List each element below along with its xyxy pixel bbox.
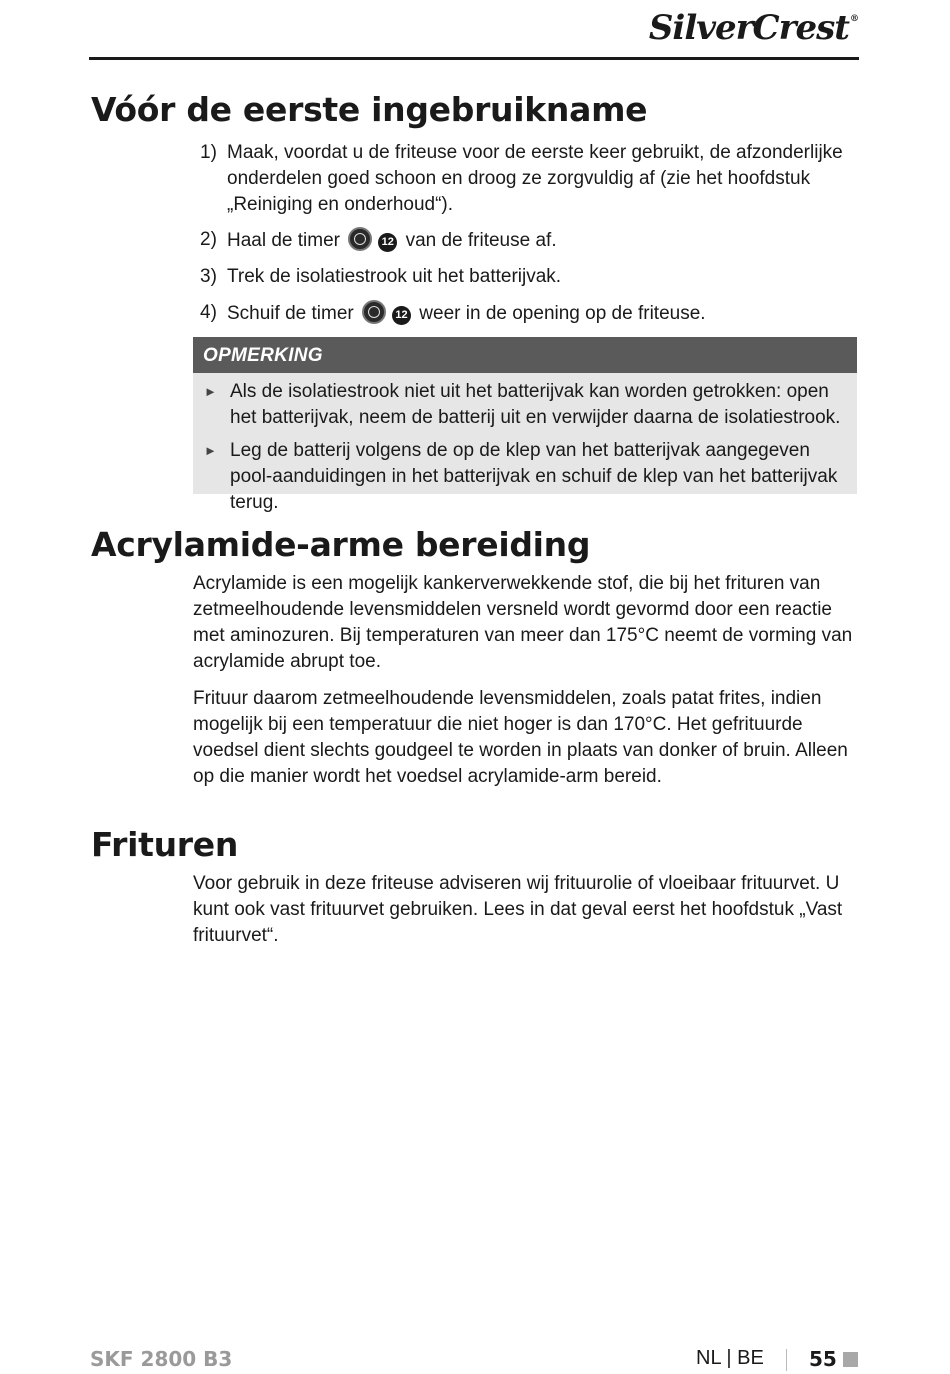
reference-number: 12 <box>378 233 397 252</box>
step-number: 4) <box>200 302 217 323</box>
page-marker-square <box>843 1352 858 1367</box>
paragraph: Frituur daarom zetmeelhoudende levensmiddelen, zoals patat frites, indien mogelijk bij een temperatuur die niet hoger is dan 170°C. Het gefrituurde voedsel dient slechts goudgeel te worden in plaats van donker of bruin. Alleen op die manier wordt het voedsel acrylamide-arm bereid. <box>193 688 848 787</box>
step-text: Haal de timer <box>227 230 340 251</box>
note-text: Leg de batterij volgens de op de klep van het batterijvak aangegeven pool-aanduidingen in het batterijvak en schuif de klep van het batterijvak terug. <box>230 440 838 513</box>
note-box <box>193 337 857 513</box>
step-number: 3) <box>200 266 217 287</box>
step-number: 2) <box>200 229 217 250</box>
header-rule <box>89 57 859 60</box>
step-text: weer in de opening op de friteuse. <box>419 303 706 324</box>
reference-number: 12 <box>392 306 411 325</box>
section-title-acrylamide: Acrylamide-arme bereiding <box>91 525 591 564</box>
paragraph: Acrylamide is een mogelijk kankerverwekkende stof, die bij het frituren van zetmeelhoudende levensmiddelen versneld wordt gevormd door een reactie met aminozuren. Bij temperaturen van meer dan 175°C neemt de vorming van acrylamide abrupt toe. <box>193 573 853 672</box>
note-heading: OPMERKING <box>193 337 857 373</box>
brand-logo: SilverCrest® <box>648 8 858 48</box>
timer-icon <box>362 300 386 324</box>
footer-language: NL | BE <box>696 1347 764 1369</box>
step-text: Trek de isolatiestrook uit het batterijvak. <box>227 266 562 287</box>
footer-model: SKF 2800 B3 <box>90 1347 233 1371</box>
step-text: Maak, voordat u de friteuse voor de eerste keer gebruikt, de afzonderlijke onderdelen goed schoon en droog ze zorgvuldig af (zie het hoofdstuk „Reiniging en onderhoud“). <box>227 142 843 215</box>
bullet-arrow-icon: ► <box>204 384 217 399</box>
section-title-first-use: Vóór de eerste ingebruikname <box>91 90 648 129</box>
step-number: 1) <box>200 142 217 163</box>
section-title-frying: Frituren <box>91 825 239 864</box>
page-number: 55 <box>809 1347 837 1371</box>
step-text: van de friteuse af. <box>405 230 557 251</box>
footer-divider <box>786 1349 787 1371</box>
timer-icon <box>348 227 372 251</box>
bullet-arrow-icon: ► <box>204 443 217 458</box>
paragraph: Voor gebruik in deze friteuse adviseren wij frituurolie of vloeibaar frituurvet. U kunt ook vast frituurvet gebruiken. Lees in dat geval eerst het hoofdstuk „Vast frituurvet“. <box>193 873 843 946</box>
step-text: Schuif de timer <box>227 303 354 324</box>
note-text: Als de isolatiestrook niet uit het batterijvak kan worden getrokken: open het batterijvak, neem de batterij uit en verwijder daarna de isolatiestrook. <box>230 381 841 428</box>
